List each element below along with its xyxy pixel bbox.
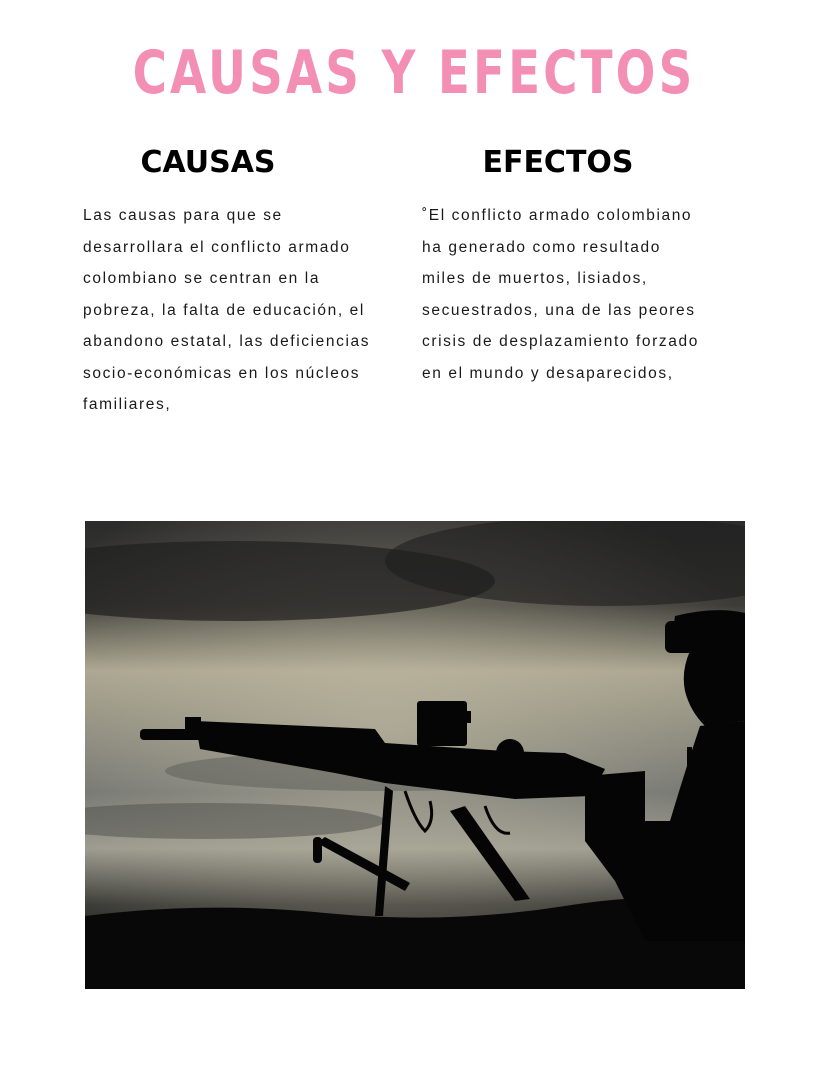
efectos-line: ha generado como resultado [422,238,661,256]
causas-text [83,200,408,421]
causas-line: Las causas para que se [83,207,283,224]
page-title: CAUSAS Y EFECTOS [132,38,696,108]
causas-heading: CAUSAS [140,145,276,180]
efectos-heading: EFECTOS [482,145,634,180]
soldier-photo [85,521,745,989]
efectos-line: en el mundo y desaparecidos, [422,364,674,382]
efectos-line: secuestrados, una de las peores [422,301,696,319]
causas-line: colombiano se centran en la [83,270,321,287]
causas-line: abandono estatal, las deficiencias [83,333,371,350]
causas-line: socio-económicas en los núcleos [83,364,361,382]
causas-line: pobreza, la falta de educación, el [83,301,365,319]
efectos-text [422,200,752,389]
efectos-line: ˚El conflicto armado colombiano [422,207,693,224]
causas-line: familiares, [83,396,172,413]
soldier-silhouette-icon [85,521,745,989]
causas-line: desarrollara el conflicto armado [83,238,351,256]
efectos-line: miles de muertos, lisiados, [422,270,648,287]
efectos-line: crisis de desplazamiento forzado [422,333,699,350]
